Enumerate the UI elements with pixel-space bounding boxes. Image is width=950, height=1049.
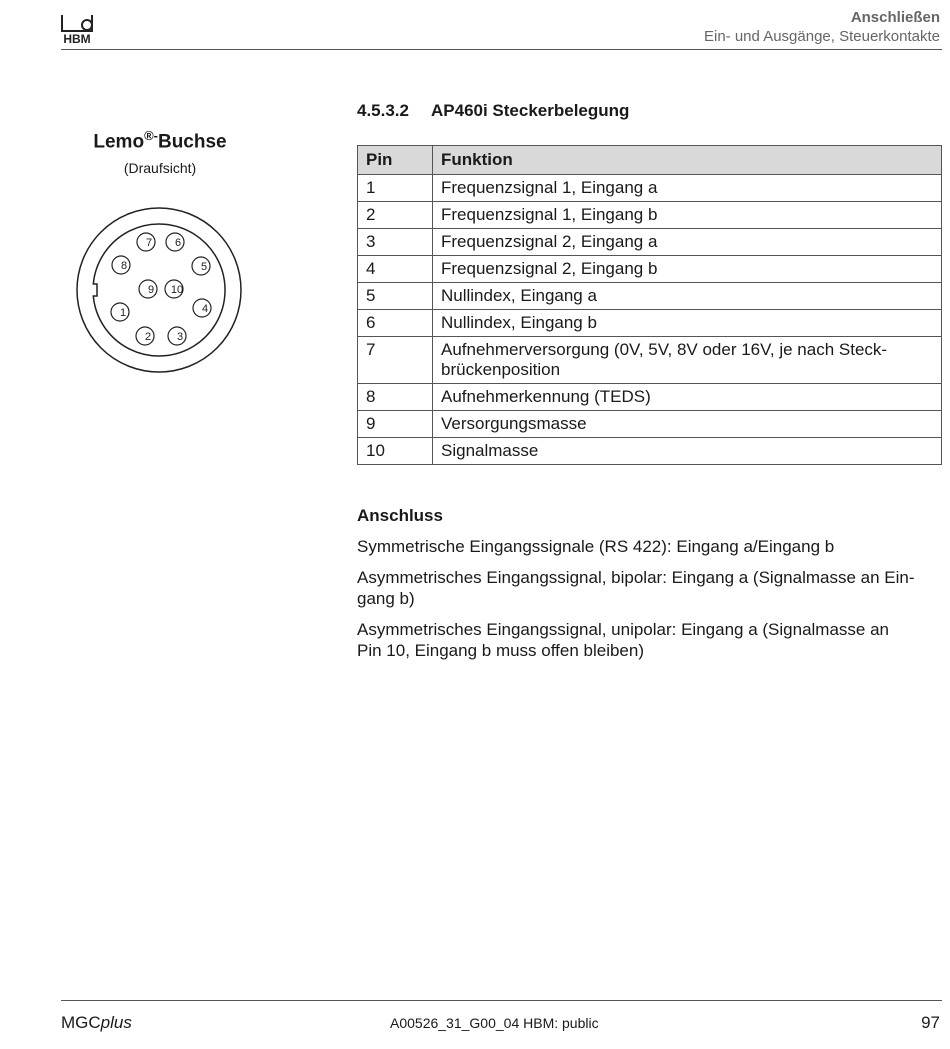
footer-product: MGCplus <box>61 1013 132 1032</box>
pin-number-cell: 10 <box>358 438 433 465</box>
pin-number-cell: 7 <box>358 337 433 384</box>
connector-pin-label: 9 <box>147 284 155 296</box>
table-row <box>358 310 942 337</box>
pin-number-cell: 3 <box>358 229 433 256</box>
page-number: 97 <box>921 1013 940 1032</box>
column-header-funktion: Funktion <box>433 146 942 175</box>
pin-function-cell: Signalmasse <box>433 438 942 465</box>
logo-text: HBM <box>63 32 91 44</box>
header-divider <box>61 49 942 50</box>
connector-pin-label: 7 <box>145 237 153 249</box>
footer-divider <box>61 1000 942 1001</box>
pin-function-cell: Nullindex, Eingang a <box>433 283 942 310</box>
table-row <box>358 175 942 202</box>
table-row <box>358 384 942 411</box>
column-header-pin: Pin <box>358 146 433 175</box>
anschluss-section <box>357 506 937 671</box>
pin-function-cell: Aufnehmerversorgung (0V, 5V, 8V oder 16V, je nach Steck- brückenposition <box>433 337 942 384</box>
pin-number-cell: 2 <box>358 202 433 229</box>
pin-function-cell: Frequenzsignal 2, Eingang a <box>433 229 942 256</box>
section-number: 4.5.3.2 <box>357 101 409 120</box>
table-row <box>358 438 942 465</box>
connector-pin-label: 3 <box>176 331 184 343</box>
table-header-row <box>358 146 942 175</box>
pin-function-cell: Frequenzsignal 2, Eingang b <box>433 256 942 283</box>
pin-function-cell: Frequenzsignal 1, Eingang a <box>433 175 942 202</box>
pin-function-cell: Aufnehmerkennung (TEDS) <box>433 384 942 411</box>
pin-number-cell: 4 <box>358 256 433 283</box>
pin-number-cell: 8 <box>358 384 433 411</box>
lemo-socket-diagram <box>73 205 243 375</box>
pin-number-cell: 6 <box>358 310 433 337</box>
section-title: AP460i Steckerbelegung <box>431 101 630 120</box>
anschluss-heading: Anschluss <box>357 506 443 525</box>
connector-pin-label: 10 <box>170 284 184 296</box>
connector-pin-label: 4 <box>201 303 209 315</box>
footer-document-id: A00526_31_G00_04 HBM: public <box>390 1015 599 1031</box>
anschluss-paragraph: Asymmetrisches Eingangssignal, bipolar: Eingang a (Signalmasse an Ein- gang b) <box>357 568 915 608</box>
running-header <box>704 8 940 46</box>
pin-function-cell: Nullindex, Eingang b <box>433 310 942 337</box>
pin-assignment-table <box>357 145 942 465</box>
table-row <box>358 337 942 384</box>
connector-subtitle: (Draufsicht) <box>123 160 197 176</box>
table-row <box>358 202 942 229</box>
pin-number-cell: 1 <box>358 175 433 202</box>
pin-function-cell: Frequenzsignal 1, Eingang b <box>433 202 942 229</box>
table-row <box>358 411 942 438</box>
pin-number-cell: 5 <box>358 283 433 310</box>
table-row <box>358 229 942 256</box>
connector-pin-label: 6 <box>174 237 182 249</box>
section-heading <box>357 101 629 121</box>
table-row <box>358 256 942 283</box>
connector-pin-label: 5 <box>200 261 208 273</box>
header-subsection: Ein- und Ausgänge, Steuerkontakte <box>703 28 940 45</box>
pin-number-cell: 9 <box>358 411 433 438</box>
pin-function-cell: Versorgungsmasse <box>433 411 942 438</box>
hbm-logo <box>61 15 93 44</box>
connector-pin-label: 2 <box>144 331 152 343</box>
header-chapter: Anschließen <box>850 9 940 26</box>
anschluss-paragraph: Symmetrische Eingangssignale (RS 422): Eingang a/Eingang b <box>357 537 835 556</box>
connector-pin-label: 1 <box>119 307 127 319</box>
connector-title: Lemo®-Buchse <box>93 128 227 153</box>
anschluss-paragraph: Asymmetrisches Eingangssignal, unipolar: Eingang a (Signalmasse an Pin 10, Eingang b muss offen bleiben) <box>357 620 890 660</box>
table-row <box>358 283 942 310</box>
connector-pin-label: 8 <box>120 260 128 272</box>
